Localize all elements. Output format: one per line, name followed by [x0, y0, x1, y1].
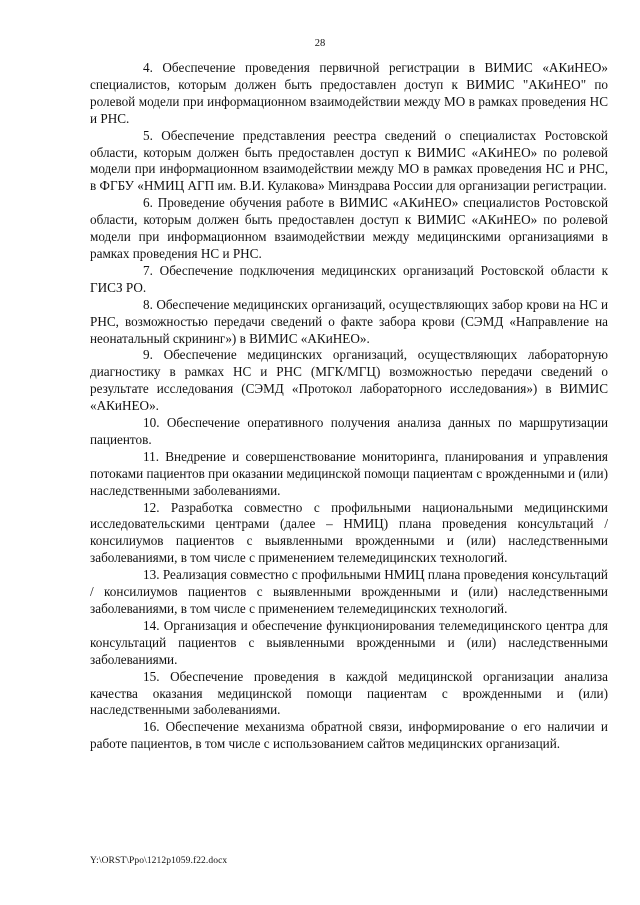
- list-item-10: 10. Обеспечение оперативного получения анализа данных по маршрутизации пациентов.: [90, 415, 608, 447]
- list-item-16: 16. Обеспечение механизма обратной связи, информирование о его наличии и работе пациентов, в том числе с использованием сайтов медицинских организаций.: [90, 719, 608, 752]
- page-number: 28: [314, 38, 326, 49]
- list-item-12: 12. Разработка совместно с профильными национальными медицинскими исследовательскими центрами (далее – НМИЦ) плана проведения консультаций / консилиумов пациентов с выявленными врожденными и (или) наследственными заболеваниями, в том числе с применением телемедицинских технологий.: [90, 499, 608, 566]
- list-item-8: 8. Обеспечение медицинских организаций, осуществляющих забор крови на НС и РНС, возможностью передачи сведений о факте забора крови (СЭМД «Направление на неонатальный скрининг») в ВИМИС «АКиНЕО».: [90, 296, 608, 346]
- list-item-4: 4. Обеспечение проведения первичной регистрации в ВИМИС «АКиНЕО» специалистов, которым должен быть предоставлен доступ к ВИМИС "АКиНЕО" по ролевой модели при информационном взаимодействии между МО в рамках проведения НС и РНС.: [90, 60, 608, 126]
- list-item-9: 9. Обеспечение медицинских организаций, осуществляющих лабораторную диагностику в рамках НС и РНС (МГК/МГЦ) возможностью передачи сведений о результате исследования (СЭМД «Протокол лабораторного исследования») в ВИМИС «АКиНЕО».: [90, 347, 608, 414]
- list-item-5: 5. Обеспечение представления реестра сведений о специалистах Ростовской области, которым должен быть предоставлен доступ к ВИМИС «АКиНЕО» по ролевой модели при информационном взаимодействии между МО в рамках проведения НС и РНС, в ФГБУ «НМИЦ АГП им. В.И. Кулакова» Минздрава России для организации регистрации.: [90, 127, 608, 194]
- document-body: [90, 60, 608, 753]
- list-item-15: 15. Обеспечение проведения в каждой медицинской организации анализа качества оказания медицинской помощи пациентам с врожденными и (или) наследственными заболеваниями.: [90, 668, 608, 718]
- list-item-13: 13. Реализация совместно с профильными НМИЦ плана проведения консультаций / консилиумов пациентов с выявленными врожденными и (или) наследственными заболеваниями, в том числе с применением телемедицинских технологий.: [90, 567, 608, 616]
- list-item-14: 14. Организация и обеспечение функционирования телемедицинского центра для консультаций пациентов с выявленными врожденными и (или) наследственными заболеваниями.: [90, 617, 608, 667]
- list-item-6: 6. Проведение обучения работе в ВИМИС «АКиНЕО» специалистов Ростовской области, которым должен быть предоставлен доступ к ВИМИС «АКиНЕО» по ролевой модели при информационном взаимодействии между медицинскими организациями в рамках проведения НС и РНС.: [90, 195, 608, 261]
- list-item-7: 7. Обеспечение подключения медицинских организаций Ростовской области к ГИСЗ РО.: [90, 262, 608, 295]
- list-item-11: 11. Внедрение и совершенствование мониторинга, планирования и управления потоками пациентов при оказании медицинской помощи пациентам с врожденными и (или) наследственными заболеваниями.: [90, 448, 608, 498]
- footer-file-path: Y:\ORST\Ppo\1212p1059.f22.docx: [90, 856, 228, 866]
